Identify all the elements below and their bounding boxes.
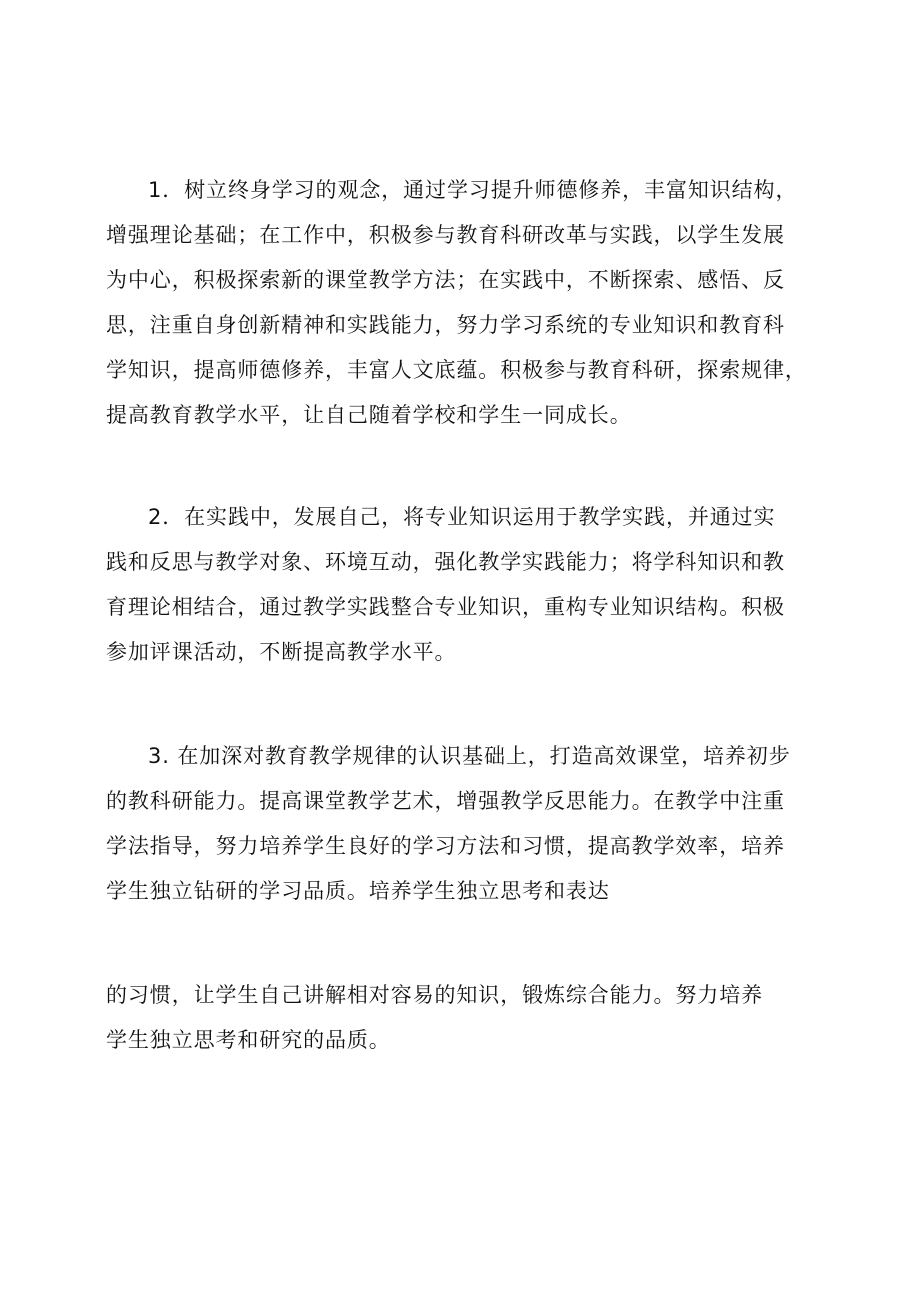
paragraph-line: 思，注重自身创新精神和实践能力，努力学习系统的专业知识和教育科 [106, 313, 785, 337]
paragraph-line: 学生独立思考和研究的品质。 [106, 1028, 391, 1052]
paragraph-line: 学生独立钻研的学习品质。培养学生独立思考和表达 [106, 879, 610, 903]
paragraph-line: 学知识，提高师德修养，丰富人文底蕴。积极参与教育科研，探索规律， [106, 358, 807, 382]
paragraph-line: 2．在实践中，发展自己，将专业知识运用于教学实践，并通过实 [148, 505, 776, 529]
paragraph-line: 3. 在加深对教育教学规律的认识基础上，打造高效课堂，培养初步 [148, 744, 791, 768]
paragraph-line: 学法指导，努力培养学生良好的学习方法和习惯，提高教学效率，培养 [106, 834, 785, 858]
paragraph-line: 1．树立终身学习的观念，通过学习提升师德修养，丰富知识结构， [148, 178, 798, 202]
paragraph-line: 参加评课活动，不断提高教学水平。 [106, 640, 457, 664]
paragraph-line: 的习惯，让学生自己讲解相对容易的知识，锻炼综合能力。努力培养 [106, 983, 763, 1007]
paragraph-line: 践和反思与教学对象、环境互动，强化教学实践能力；将学科知识和教 [106, 550, 785, 574]
paragraph-line: 为中心，积极探索新的课堂教学方法；在实践中，不断探索、感悟、反 [106, 268, 785, 292]
paragraph-line: 增强理论基础；在工作中，积极参与教育科研改革与实践，以学生发展 [106, 223, 785, 247]
paragraph-line: 育理论相结合，通过教学实践整合专业知识，重构专业知识结构。积极 [106, 595, 785, 619]
paragraph-line: 提高教育教学水平，让自己随着学校和学生一同成长。 [106, 403, 632, 427]
paragraph-line: 的教科研能力。提高课堂教学艺术，增强教学反思能力。在教学中注重 [106, 789, 785, 813]
